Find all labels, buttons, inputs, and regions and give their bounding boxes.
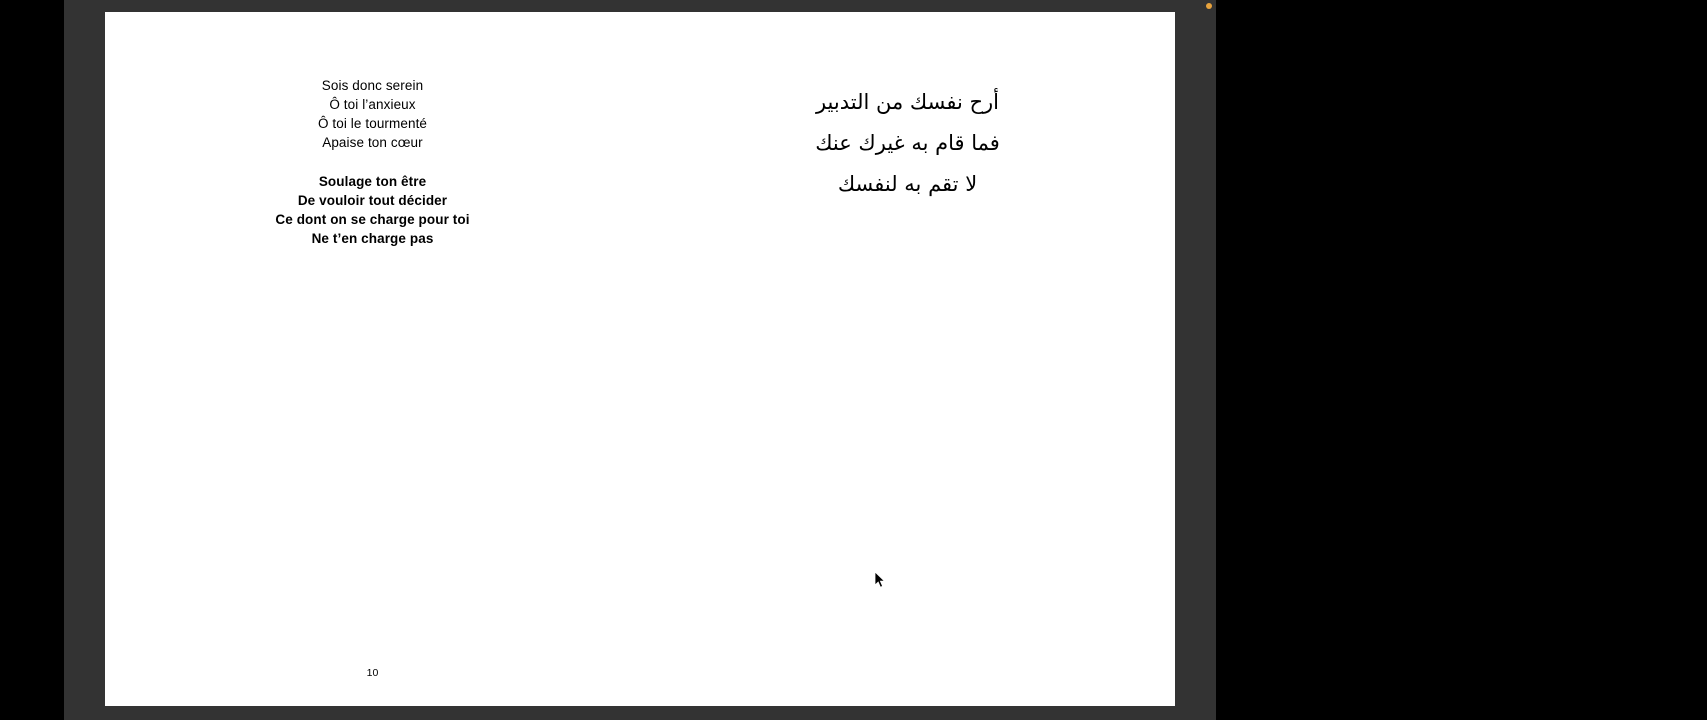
french-line: Ô toi le tourmenté xyxy=(317,116,428,131)
page-number-left: 10 xyxy=(366,667,379,679)
french-line: Ce dont on se charge pour toi xyxy=(275,212,470,227)
french-line: Sois donc serein xyxy=(321,78,424,93)
page-number-right: 11 xyxy=(1434,667,1445,679)
arabic-line: فما قام به غيرك عنك xyxy=(815,131,1000,155)
french-stanza-2 xyxy=(105,172,640,248)
page-spread[interactable] xyxy=(105,12,1445,706)
page-left[interactable] xyxy=(105,12,640,706)
french-line: De vouloir tout décider xyxy=(297,193,448,208)
arabic-line: لا تقم به لنفسك xyxy=(837,172,978,196)
french-poem xyxy=(105,76,640,248)
french-line: Soulage ton être xyxy=(318,174,427,189)
french-stanza-1 xyxy=(105,76,640,152)
french-line: Ô toi l’anxieux xyxy=(329,97,416,112)
french-line: Apaise ton cœur xyxy=(322,135,423,150)
page-right[interactable] xyxy=(640,12,1445,706)
arabic-poem xyxy=(640,82,1175,205)
arabic-line: أرح نفسك من التدبير xyxy=(815,90,1000,114)
recording-indicator-dot xyxy=(1206,3,1212,9)
french-line: Ne t’en charge pas xyxy=(311,231,434,246)
